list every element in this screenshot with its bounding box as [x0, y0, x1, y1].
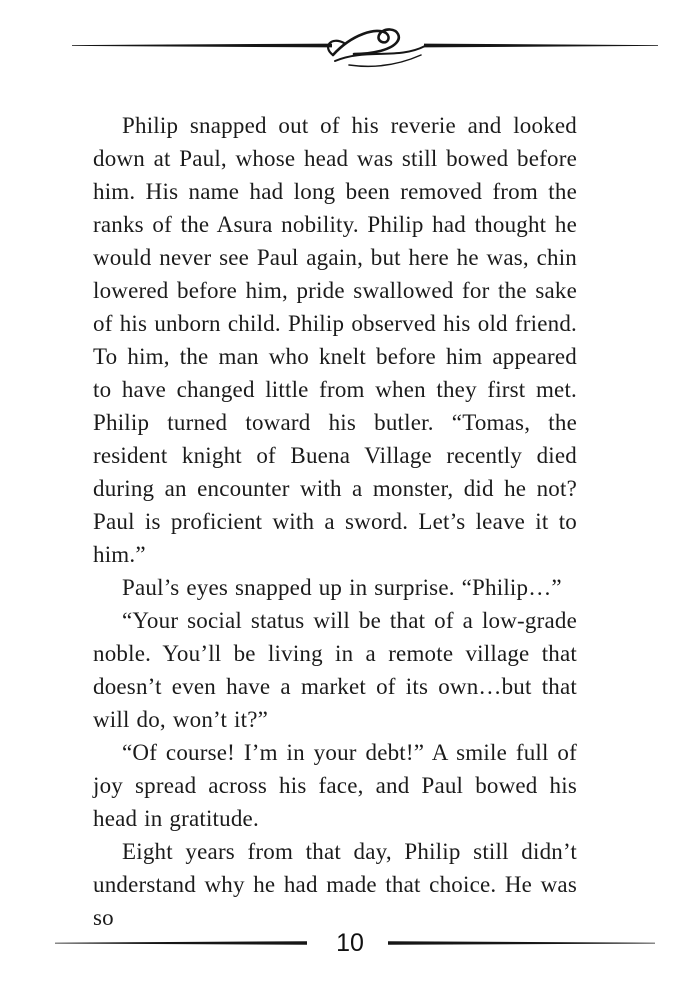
- paragraph: Philip snapped out of his reverie and looked down at Paul, whose head was still bowed before him. His name had long been removed from the ranks of the Asura nobility. Philip had thought he would never see Paul again, but here he was, chin lowered before him, pride swallowed for the sake of his unborn child. Philip observed his old friend. To him, the man who knelt before him appeared to have changed little from when they first met. Philip turned toward his butler. “Tomas, the resident knight of Buena Village recently died during an encounter with a monster, did he not? Paul is proficient with a sword. Let’s leave it to him.”: [93, 113, 577, 567]
- page-number: 10: [336, 929, 364, 957]
- paragraph: “Your social status will be that of a low-grade noble. You’ll be living in a remote village that doesn’t even have a market of its own…but that will do, won’t it?”: [93, 608, 577, 732]
- flourish-swash: [328, 29, 425, 66]
- header-rule-right: [424, 44, 658, 48]
- page-text: [93, 109, 577, 934]
- paragraph: “Of course! I’m in your debt!” A smile full of joy spread across his face, and Paul bowed his head in gratitude.: [93, 740, 577, 831]
- paragraph: Paul’s eyes snapped up in surprise. “Philip…”: [122, 575, 562, 600]
- divider-flourish-ornament: [0, 16, 700, 76]
- paragraph: Eight years from that day, Philip still didn’t understand why he had made that choice. He was so: [93, 839, 577, 930]
- header-rule-left: [72, 44, 332, 48]
